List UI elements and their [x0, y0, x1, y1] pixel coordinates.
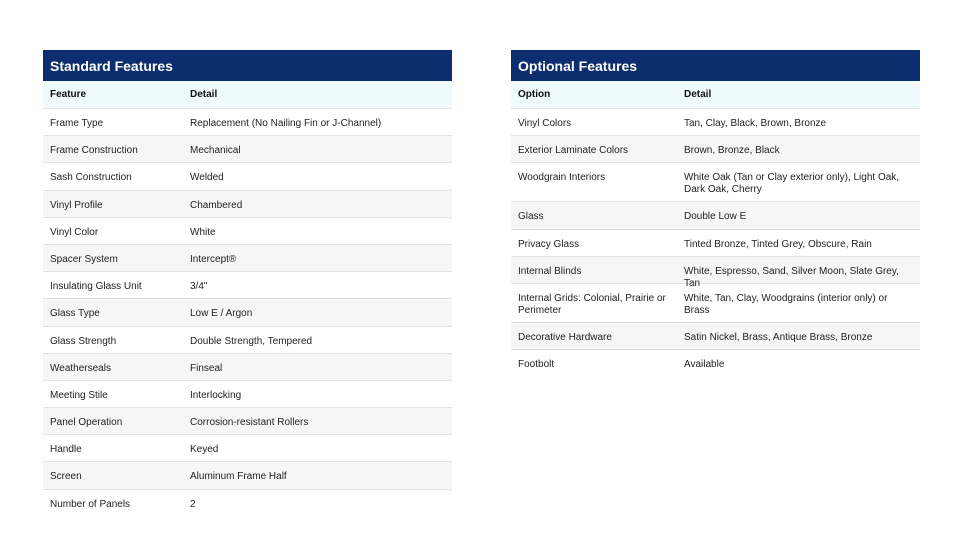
- row-value: White Oak (Tan or Clay exterior only), Light Oak, Dark Oak, Cherry: [684, 172, 900, 196]
- row-value: White: [190, 226, 216, 238]
- row-value: Mechanical: [190, 145, 241, 157]
- row-label: Frame Construction: [50, 145, 138, 157]
- row-value: 2: [190, 498, 196, 510]
- row-label: Glass: [518, 211, 544, 223]
- table-row: [43, 218, 452, 245]
- row-value: Brown, Bronze, Black: [684, 145, 780, 157]
- table-row: [511, 202, 920, 229]
- row-value: Satin Nickel, Brass, Antique Brass, Bronze: [684, 331, 873, 343]
- table-row: [43, 435, 452, 462]
- row-value: Chambered: [190, 199, 243, 211]
- row-label: Number of Panels: [50, 498, 131, 510]
- row-value: Finseal: [190, 362, 223, 374]
- row-value: Corrosion-resistant Rollers: [190, 417, 309, 429]
- row-value: White, Tan, Clay, Woodgrains (interior only) or Brass: [684, 292, 888, 316]
- detail-column-header: Detail: [684, 88, 712, 100]
- row-value: Available: [684, 359, 725, 371]
- table-row: [43, 327, 452, 354]
- standard-features-body: [43, 109, 452, 517]
- row-value: Keyed: [190, 444, 219, 456]
- row-value: Replacement (No Nailing Fin or J-Channel): [190, 118, 382, 129]
- table-row: [43, 109, 452, 136]
- table-row: [511, 230, 920, 257]
- row-label: Exterior Laminate Colors: [518, 145, 629, 157]
- standard-features-title: Standard Features: [43, 50, 452, 81]
- detail-column-header: Detail: [190, 88, 218, 100]
- table-row: [43, 136, 452, 163]
- row-label: Woodgrain Interiors: [518, 172, 606, 184]
- row-label: Meeting Stile: [50, 389, 108, 401]
- table-row: [511, 284, 920, 323]
- table-row: [511, 350, 920, 377]
- table-row: [43, 462, 452, 489]
- optional-features-body: [511, 109, 920, 377]
- table-row: [511, 163, 920, 202]
- standard-features-header-row: [43, 81, 452, 109]
- row-value: Welded: [190, 172, 224, 184]
- row-label: Privacy Glass: [518, 238, 580, 250]
- table-row: [511, 257, 920, 289]
- optional-features-header-row: [511, 81, 920, 109]
- row-label: Vinyl Profile: [50, 199, 103, 211]
- table-row: [43, 381, 452, 408]
- table-row: [511, 136, 920, 163]
- optional-features-title: Optional Features: [511, 50, 920, 81]
- row-value: Double Strength, Tempered: [190, 335, 313, 347]
- row-value: Tan, Clay, Black, Brown, Bronze: [684, 118, 827, 129]
- row-label: Internal Blinds: [518, 265, 582, 277]
- table-row: [511, 109, 920, 136]
- row-label: Weatherseals: [50, 362, 111, 374]
- row-value: Intercept®: [190, 253, 237, 265]
- row-label: Footbolt: [518, 359, 555, 371]
- row-value: Interlocking: [190, 389, 242, 401]
- row-label: Vinyl Color: [50, 226, 99, 238]
- row-label: Decorative Hardware: [518, 331, 612, 343]
- row-label: Insulating Glass Unit: [50, 281, 142, 293]
- row-label: Panel Operation: [50, 417, 123, 429]
- feature-column-header: Feature: [50, 88, 87, 100]
- table-row: [43, 299, 452, 326]
- row-value: Double Low E: [684, 211, 747, 223]
- row-value: White, Espresso, Sand, Silver Moon, Slate Grey, Tan: [684, 265, 899, 289]
- row-label: Glass Type: [50, 308, 100, 320]
- row-label: Vinyl Colors: [518, 118, 572, 129]
- row-label: Sash Construction: [50, 172, 132, 184]
- row-label: Spacer System: [50, 253, 118, 265]
- table-row: [43, 245, 452, 272]
- table-row: [43, 163, 452, 190]
- table-row: [43, 408, 452, 435]
- row-value: Tinted Bronze, Tinted Grey, Obscure, Rain: [684, 238, 872, 250]
- row-label: Frame Type: [50, 118, 104, 129]
- optional-features-table: [511, 50, 920, 377]
- row-label: Internal Grids: Colonial, Prairie or Perimeter: [518, 292, 666, 316]
- table-row: [43, 490, 452, 517]
- table-row: [43, 354, 452, 381]
- row-value: Aluminum Frame Half: [190, 471, 287, 483]
- table-row: [43, 191, 452, 218]
- row-label: Screen: [50, 471, 82, 483]
- table-row: [43, 272, 452, 299]
- row-label: Glass Strength: [50, 335, 117, 347]
- row-label: Handle: [50, 444, 82, 456]
- option-column-header: Option: [518, 88, 551, 100]
- standard-features-table: [43, 50, 452, 517]
- table-row: [511, 323, 920, 350]
- row-value: 3/4": [190, 281, 208, 293]
- row-value: Low E / Argon: [190, 308, 253, 320]
